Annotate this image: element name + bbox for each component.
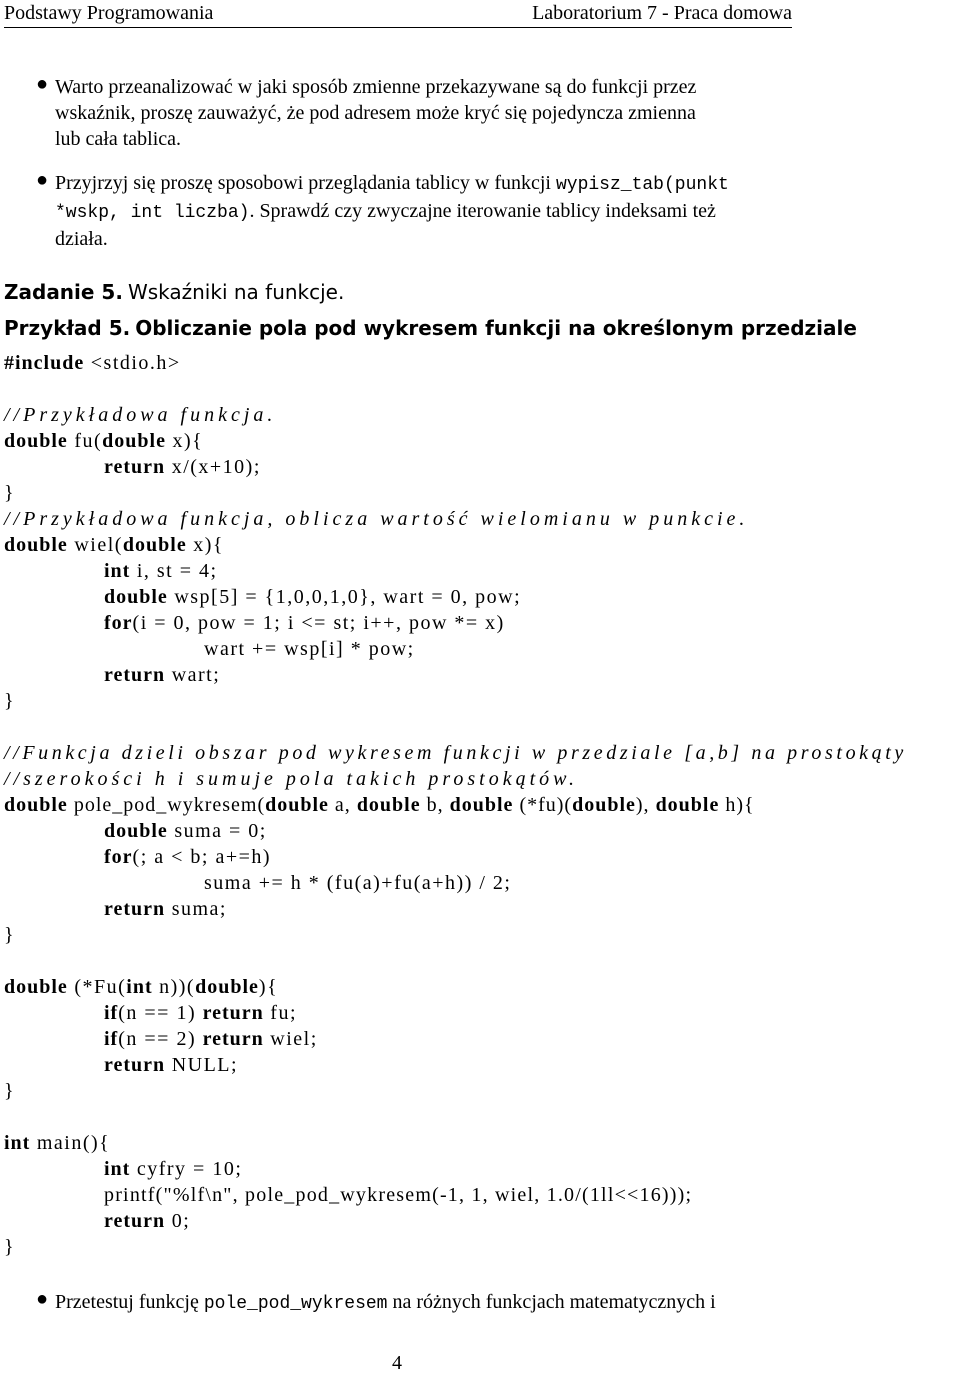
bullet-icon: ● [36, 169, 49, 191]
bullet-icon: ● [36, 73, 49, 95]
code-line: suma += h * (fu(a)+fu(a+h)) / 2; [204, 872, 512, 894]
code-line: int main(){ [4, 1132, 111, 1154]
code-line: for(; a < b; a+=h) [104, 846, 272, 868]
code-line: return NULL; [104, 1054, 239, 1076]
bullet-text: Warto przeanalizować w jaki sposób zmienne przekazywane są do funkcji przez wskaźnik, proszę zauważyć, że pod adresem może kryć się pojedyncza zmienna lub cała tablica. [55, 76, 697, 150]
bullet-icon: ● [36, 1288, 49, 1310]
code-line: wart += wsp[i] * pow; [204, 638, 415, 660]
code-line: for(i = 0, pow = 1; i <= st; i++, pow *= x) [104, 612, 505, 634]
code-line: double (*Fu(int n))(double){ [4, 976, 279, 998]
code-line: double pole_pod_wykresem(double a, double b, double (*fu)(double), double h){ [4, 794, 755, 816]
bullet-text: Przetestuj funkcję pole_pod_wykresem na różnych funkcjach matematycznych i [55, 1291, 716, 1314]
bullet-text: Przyjrzyj się proszę sposobowi przeglądania tablicy w funkcji wypisz_tab(punkt *wskp, int liczba). Sprawdź czy zwyczajne iterowanie tablicy indeksami też działa. [55, 172, 729, 250]
header-right: Laboratorium 7 - Praca domowa [532, 2, 792, 24]
inline-code: *wskp, int liczba) [55, 203, 250, 223]
code-line: if(n == 2) return wiel; [104, 1028, 318, 1050]
code-comment: //Przykładowa funkcja. [4, 404, 277, 426]
page-number: 4 [392, 1352, 402, 1374]
code-line: printf("%lf\n", pole_pod_wykresem(-1, 1, wiel, 1.0/(1ll<<16))); [104, 1184, 693, 1206]
code-line: } [4, 482, 16, 504]
code-line: } [4, 1236, 16, 1258]
code-comment: //Funkcja dzieli obszar pod wykresem funkcji w przedziale [a,b] na prostokąty [4, 742, 907, 764]
code-line: } [4, 924, 16, 946]
inline-code: wypisz_tab(punkt [555, 175, 729, 195]
code-line: } [4, 1080, 16, 1102]
code-comment: //Przykładowa funkcja, oblicza wartość wielomianu w punkcie. [4, 508, 749, 530]
code-line: int i, st = 4; [104, 560, 218, 582]
code-line: return suma; [104, 898, 227, 920]
code-line: double wiel(double x){ [4, 534, 224, 556]
code-line: #include <stdio.h> [4, 352, 181, 374]
code-line: if(n == 1) return fu; [104, 1002, 298, 1024]
inline-code: pole_pod_wykresem [203, 1294, 388, 1314]
code-comment: //szerokości h i sumuje pola takich prostokątów. [4, 768, 579, 790]
code-line: double suma = 0; [104, 820, 267, 842]
task-heading: Zadanie 5. Wskaźniki na funkcje. [4, 280, 345, 304]
header-left: Podstawy Programowania [4, 2, 214, 24]
code-line: double fu(double x){ [4, 430, 204, 452]
code-line: return 0; [104, 1210, 191, 1232]
code-line: double wsp[5] = {1,0,0,1,0}, wart = 0, pow; [104, 586, 522, 608]
example-heading: Przykład 5. Obliczanie pola pod wykresem funkcji na określonym przedziale [4, 316, 857, 340]
code-line: int cyfry = 10; [104, 1158, 243, 1180]
code-line: return wart; [104, 664, 221, 686]
code-line: return x/(x+10); [104, 456, 261, 478]
code-line: } [4, 690, 16, 712]
header-rule [4, 27, 792, 28]
